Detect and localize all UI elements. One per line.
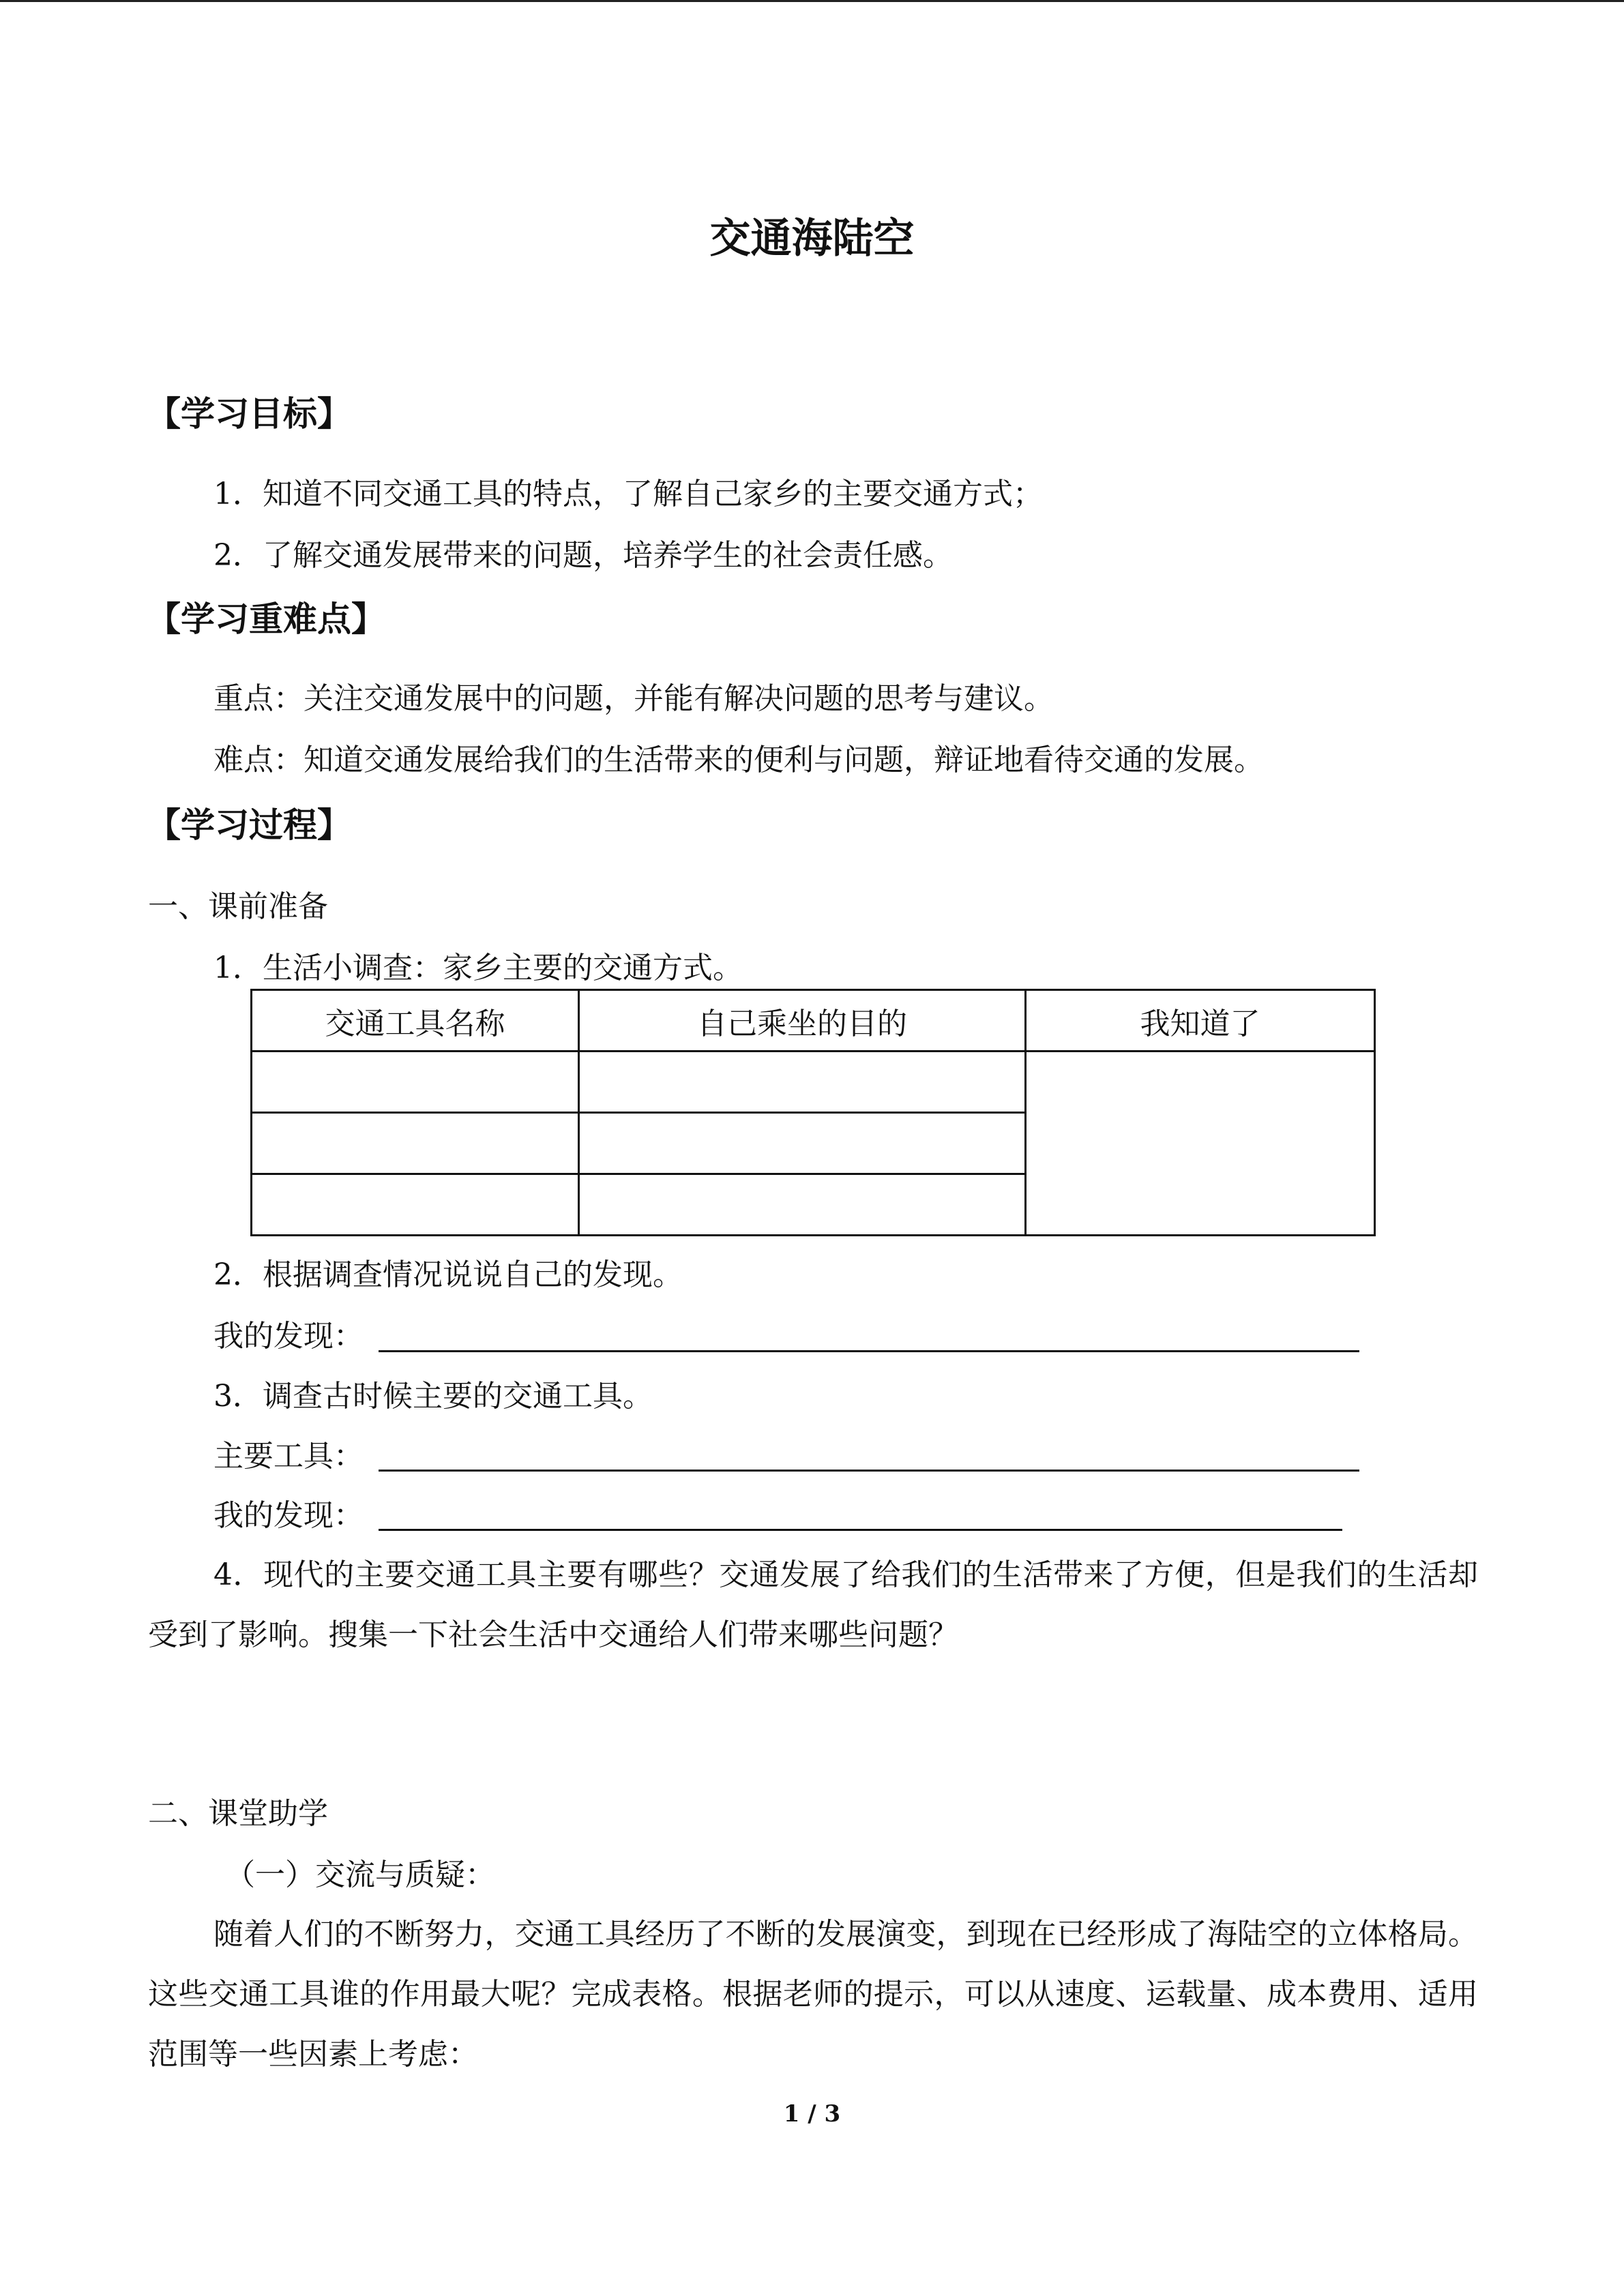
answer-blank-2[interactable] bbox=[379, 1470, 1359, 1472]
heading-goals: 【学习目标】 bbox=[147, 394, 351, 434]
section1-item4: 4．现代的主要交通工具主要有哪些？交通发展了给我们的生活带来了方便，但是我们的生活却受到了影响。搜集一下社会生活中交通给人们带来哪些问题？ bbox=[148, 1557, 1478, 1652]
tools-label: 主要工具： bbox=[213, 1439, 364, 1474]
table-header-row bbox=[252, 990, 1375, 1052]
discovery-label-1: 我的发现： bbox=[213, 1319, 364, 1354]
key-point-important: 重点：关注交通发展中的问题，并能有解决问题的思考与建议。 bbox=[213, 681, 1054, 716]
table-header-cell: 我知道了 bbox=[1026, 990, 1375, 1052]
section1-item2: 2．根据调查情况说说自己的发现。 bbox=[213, 1257, 683, 1292]
section1-item3: 3．调查古时候主要的交通工具。 bbox=[213, 1379, 653, 1414]
table-header-cell: 交通工具名称 bbox=[252, 990, 579, 1052]
section2-heading: 二、课堂助学 bbox=[148, 1796, 328, 1831]
table-cell-merged[interactable] bbox=[1026, 1052, 1375, 1236]
section1-heading: 一、课前准备 bbox=[148, 889, 328, 924]
section1-item1: 1．生活小调查：家乡主要的交通方式。 bbox=[213, 951, 743, 985]
table-cell[interactable] bbox=[579, 1052, 1026, 1113]
section2-sub1: （一）交流与质疑： bbox=[225, 1858, 495, 1892]
table-cell[interactable] bbox=[252, 1052, 579, 1113]
goal-item-2: 2．了解交通发展带来的问题，培养学生的社会责任感。 bbox=[213, 538, 953, 573]
heading-key-points: 【学习重难点】 bbox=[147, 599, 385, 639]
answer-blank-3[interactable] bbox=[379, 1529, 1342, 1531]
discovery-label-2: 我的发现： bbox=[213, 1498, 364, 1533]
answer-blank-1[interactable] bbox=[379, 1350, 1359, 1352]
goal-item-1: 1．知道不同交通工具的特点，了解自己家乡的主要交通方式； bbox=[213, 477, 1043, 511]
table-cell[interactable] bbox=[579, 1113, 1026, 1174]
page-number: 1 / 3 bbox=[783, 2100, 841, 2128]
section2-paragraph: 随着人们的不断努力，交通工具经历了不断的发展演变，到现在已经形成了海陆空的立体格局。这些交通工具谁的作用最大呢？完成表格。根据老师的提示，可以从速度、运载量、成本费用、适用范围等一些因素上考虑： bbox=[148, 1917, 1478, 2072]
table-header-cell: 自己乘坐的目的 bbox=[579, 990, 1026, 1052]
table-cell[interactable] bbox=[252, 1174, 579, 1236]
top-border bbox=[0, 0, 1624, 2]
heading-process: 【学习过程】 bbox=[147, 805, 351, 845]
page-title: 交通海陆空 bbox=[709, 215, 915, 263]
table-cell[interactable] bbox=[579, 1174, 1026, 1236]
survey-table bbox=[250, 989, 1376, 1236]
table-cell[interactable] bbox=[252, 1113, 579, 1174]
key-point-difficult: 难点：知道交通发展给我们的生活带来的便利与问题，辩证地看待交通的发展。 bbox=[213, 743, 1264, 777]
table-row bbox=[252, 1052, 1375, 1113]
